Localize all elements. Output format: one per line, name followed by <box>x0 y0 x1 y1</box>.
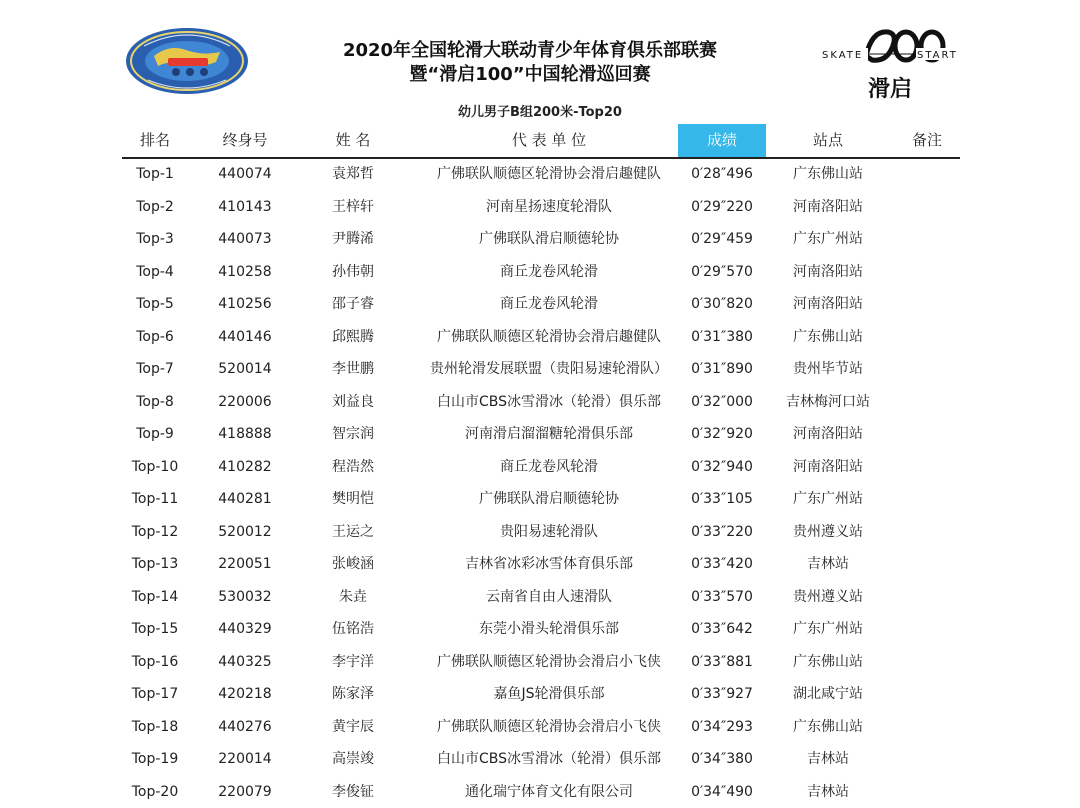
score-cell: 0′30″820 <box>678 288 766 321</box>
score-cell: 0′28″496 <box>678 158 766 191</box>
team-cell: 商丘龙卷风轮滑 <box>404 451 694 484</box>
rank-cell: Top-13 <box>122 548 188 581</box>
site-cell: 广东佛山站 <box>776 711 880 744</box>
svg-text:滑启: 滑启 <box>868 76 912 102</box>
score-cell: 0′33″420 <box>678 548 766 581</box>
id-cell: 420218 <box>204 678 286 711</box>
id-cell: 440329 <box>204 613 286 646</box>
site-cell: 河南洛阳站 <box>776 191 880 224</box>
id-cell: 410256 <box>204 288 286 321</box>
note-cell <box>894 386 960 419</box>
note-cell <box>894 516 960 549</box>
rank-cell: Top-20 <box>122 776 188 808</box>
column-header-rank: 排名 <box>122 124 188 157</box>
note-cell <box>894 646 960 679</box>
rank-cell: Top-15 <box>122 613 188 646</box>
table-row <box>122 418 960 451</box>
note-cell <box>894 353 960 386</box>
rank-cell: Top-6 <box>122 321 188 354</box>
score-cell: 0′32″920 <box>678 418 766 451</box>
site-cell: 吉林站 <box>776 743 880 776</box>
name-cell: 邵子睿 <box>312 288 394 321</box>
site-cell: 贵州遵义站 <box>776 516 880 549</box>
rank-cell: Top-1 <box>122 158 188 191</box>
id-cell: 220079 <box>204 776 286 808</box>
site-cell: 吉林站 <box>776 776 880 808</box>
table-row <box>122 678 960 711</box>
skate-start-logo <box>820 20 960 104</box>
team-cell: 河南星扬速度轮滑队 <box>404 191 694 224</box>
table-row <box>122 321 960 354</box>
team-cell: 贵州轮滑发展联盟（贵阳易速轮滑队） <box>404 353 694 386</box>
column-header-note: 备注 <box>894 124 960 157</box>
score-cell: 0′29″459 <box>678 223 766 256</box>
id-cell: 220014 <box>204 743 286 776</box>
note-cell <box>894 451 960 484</box>
note-cell <box>894 678 960 711</box>
id-cell: 440073 <box>204 223 286 256</box>
team-cell: 广佛联队顺德区轮滑协会滑启小飞侠 <box>404 711 694 744</box>
name-cell: 樊明恺 <box>312 483 394 516</box>
name-cell: 刘益良 <box>312 386 394 419</box>
name-cell: 张峻涵 <box>312 548 394 581</box>
team-cell: 广佛联队顺德区轮滑协会滑启趣健队 <box>404 158 694 191</box>
note-cell <box>894 223 960 256</box>
name-cell: 王运之 <box>312 516 394 549</box>
column-header-team: 代 表 单 位 <box>404 124 694 157</box>
rank-cell: Top-4 <box>122 256 188 289</box>
table-row <box>122 743 960 776</box>
name-cell: 李俊钲 <box>312 776 394 808</box>
team-cell: 吉林省冰彩冰雪体育俱乐部 <box>404 548 694 581</box>
score-cell: 0′32″940 <box>678 451 766 484</box>
site-cell: 广东广州站 <box>776 613 880 646</box>
team-cell: 广佛联队滑启顺德轮协 <box>404 223 694 256</box>
id-cell: 440074 <box>204 158 286 191</box>
site-cell: 贵州毕节站 <box>776 353 880 386</box>
id-cell: 530032 <box>204 581 286 614</box>
table-row <box>122 256 960 289</box>
name-cell: 孙伟朝 <box>312 256 394 289</box>
score-cell: 0′29″220 <box>678 191 766 224</box>
rank-cell: Top-11 <box>122 483 188 516</box>
results-table-body <box>122 158 960 808</box>
table-row <box>122 711 960 744</box>
table-header <box>122 124 960 159</box>
rank-cell: Top-12 <box>122 516 188 549</box>
rank-cell: Top-8 <box>122 386 188 419</box>
note-cell <box>894 158 960 191</box>
team-cell: 商丘龙卷风轮滑 <box>404 288 694 321</box>
note-cell <box>894 776 960 808</box>
id-cell: 440146 <box>204 321 286 354</box>
team-cell: 广佛联队顺德区轮滑协会滑启小飞侠 <box>404 646 694 679</box>
id-cell: 220051 <box>204 548 286 581</box>
name-cell: 智宗润 <box>312 418 394 451</box>
site-cell: 广东佛山站 <box>776 646 880 679</box>
score-cell: 0′34″293 <box>678 711 766 744</box>
rank-cell: Top-5 <box>122 288 188 321</box>
rank-cell: Top-19 <box>122 743 188 776</box>
site-cell: 河南洛阳站 <box>776 288 880 321</box>
table-row <box>122 646 960 679</box>
table-row <box>122 776 960 808</box>
team-cell: 广佛联队滑启顺德轮协 <box>404 483 694 516</box>
rank-cell: Top-2 <box>122 191 188 224</box>
table-row <box>122 223 960 256</box>
name-cell: 袁郑哲 <box>312 158 394 191</box>
name-cell: 尹腾浠 <box>312 223 394 256</box>
note-cell <box>894 418 960 451</box>
id-cell: 418888 <box>204 418 286 451</box>
score-cell: 0′31″890 <box>678 353 766 386</box>
id-cell: 410143 <box>204 191 286 224</box>
table-row <box>122 613 960 646</box>
svg-text:SKATE: SKATE <box>822 50 863 61</box>
score-cell: 0′29″570 <box>678 256 766 289</box>
rank-cell: Top-10 <box>122 451 188 484</box>
rank-cell: Top-17 <box>122 678 188 711</box>
site-cell: 河南洛阳站 <box>776 418 880 451</box>
association-logo <box>124 26 250 96</box>
score-cell: 0′31″380 <box>678 321 766 354</box>
note-cell <box>894 711 960 744</box>
site-cell: 广东佛山站 <box>776 158 880 191</box>
table-row <box>122 353 960 386</box>
column-header-site: 站点 <box>776 124 880 157</box>
score-cell: 0′33″105 <box>678 483 766 516</box>
name-cell: 黄宇辰 <box>312 711 394 744</box>
name-cell: 陈家泽 <box>312 678 394 711</box>
column-header-id: 终身号 <box>204 124 286 157</box>
column-header-name: 姓 名 <box>312 124 394 157</box>
team-cell: 东莞小滑头轮滑俱乐部 <box>404 613 694 646</box>
document-title-line1: 2020年全国轮滑大联动青少年体育俱乐部联赛 <box>250 36 810 62</box>
column-header-score: 成绩 <box>678 124 766 157</box>
id-cell: 220006 <box>204 386 286 419</box>
team-cell: 河南滑启溜溜糖轮滑俱乐部 <box>404 418 694 451</box>
table-row <box>122 548 960 581</box>
note-cell <box>894 613 960 646</box>
table-row <box>122 158 960 191</box>
site-cell: 河南洛阳站 <box>776 256 880 289</box>
team-cell: 广佛联队顺德区轮滑协会滑启趣健队 <box>404 321 694 354</box>
site-cell: 广东广州站 <box>776 223 880 256</box>
name-cell: 邱熙腾 <box>312 321 394 354</box>
id-cell: 410258 <box>204 256 286 289</box>
note-cell <box>894 743 960 776</box>
id-cell: 410282 <box>204 451 286 484</box>
id-cell: 520014 <box>204 353 286 386</box>
table-row <box>122 386 960 419</box>
team-cell: 白山市CBS冰雪滑冰（轮滑）俱乐部 <box>404 743 694 776</box>
id-cell: 440325 <box>204 646 286 679</box>
score-cell: 0′34″490 <box>678 776 766 808</box>
id-cell: 440276 <box>204 711 286 744</box>
name-cell: 高崇竣 <box>312 743 394 776</box>
site-cell: 贵州遵义站 <box>776 581 880 614</box>
note-cell <box>894 483 960 516</box>
team-cell: 贵阳易速轮滑队 <box>404 516 694 549</box>
note-cell <box>894 321 960 354</box>
rank-cell: Top-9 <box>122 418 188 451</box>
name-cell: 王梓轩 <box>312 191 394 224</box>
team-cell: 商丘龙卷风轮滑 <box>404 256 694 289</box>
score-cell: 0′33″881 <box>678 646 766 679</box>
score-cell: 0′34″380 <box>678 743 766 776</box>
site-cell: 湖北咸宁站 <box>776 678 880 711</box>
name-cell: 李世鹏 <box>312 353 394 386</box>
table-row <box>122 451 960 484</box>
team-cell: 通化瑞宁体育文化有限公司 <box>404 776 694 808</box>
table-row <box>122 483 960 516</box>
site-cell: 吉林梅河口站 <box>776 386 880 419</box>
rank-cell: Top-3 <box>122 223 188 256</box>
document-title-line2: 暨“滑启100”中国轮滑巡回赛 <box>250 60 810 86</box>
event-subtitle: 幼儿男子B组200米-Top20 <box>330 101 750 120</box>
site-cell: 广东佛山站 <box>776 321 880 354</box>
name-cell: 程浩然 <box>312 451 394 484</box>
score-cell: 0′33″927 <box>678 678 766 711</box>
table-row <box>122 516 960 549</box>
name-cell: 李宇洋 <box>312 646 394 679</box>
table-row <box>122 191 960 224</box>
rank-cell: Top-18 <box>122 711 188 744</box>
score-cell: 0′33″220 <box>678 516 766 549</box>
note-cell <box>894 548 960 581</box>
site-cell: 广东广州站 <box>776 483 880 516</box>
score-cell: 0′33″642 <box>678 613 766 646</box>
note-cell <box>894 191 960 224</box>
rank-cell: Top-16 <box>122 646 188 679</box>
score-cell: 0′33″570 <box>678 581 766 614</box>
rank-cell: Top-14 <box>122 581 188 614</box>
id-cell: 440281 <box>204 483 286 516</box>
name-cell: 朱垚 <box>312 581 394 614</box>
site-cell: 吉林站 <box>776 548 880 581</box>
table-row <box>122 288 960 321</box>
svg-text:START: START <box>917 50 958 61</box>
id-cell: 520012 <box>204 516 286 549</box>
note-cell <box>894 288 960 321</box>
table-row <box>122 581 960 614</box>
team-cell: 嘉鱼JS轮滑俱乐部 <box>404 678 694 711</box>
rank-cell: Top-7 <box>122 353 188 386</box>
note-cell <box>894 256 960 289</box>
team-cell: 白山市CBS冰雪滑冰（轮滑）俱乐部 <box>404 386 694 419</box>
site-cell: 河南洛阳站 <box>776 451 880 484</box>
team-cell: 云南省自由人速滑队 <box>404 581 694 614</box>
score-cell: 0′32″000 <box>678 386 766 419</box>
name-cell: 伍铭浩 <box>312 613 394 646</box>
note-cell <box>894 581 960 614</box>
